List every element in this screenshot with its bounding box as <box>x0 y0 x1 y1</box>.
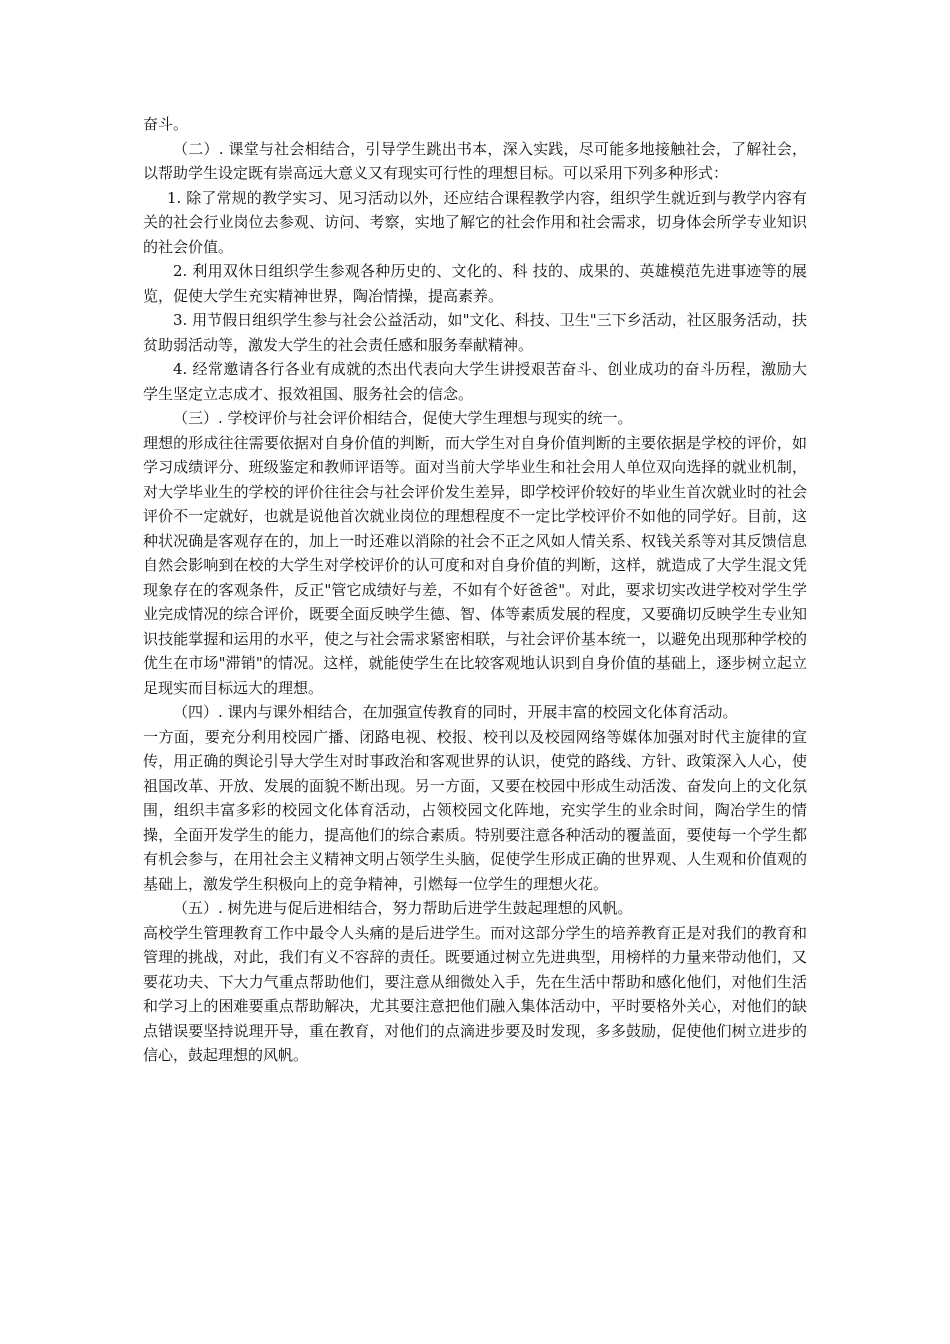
section-heading-2: （二）. 课堂与社会相结合，引导学生跳出书本，深入实践，尽可能多地接触社会，了解社会，以帮助学生设定既有崇高远大意义又有现实可行性的理想目标。可以采用下列多种形式： <box>143 139 807 182</box>
paragraph-section-5-body: 高校学生管理教育工作中最令人头痛的是后进学生。而对这部分学生的培养教育正是对我们的教育和管理的挑战，对此，我们有义不容辞的责任。既要通过树立先进典型，用榜样的力量来带动他们，又要花功夫、下大力气重点帮助他们，要注意从细微处入手，先在生活中帮助和感化他们，对他们生活和学习上的困难要重点帮助解决，尤其要注意把他们融入集体活动中，平时要格外关心，对他们的缺点错误要坚持说理开导，重在教育，对他们的点滴进步要及时发现，多多鼓励，促使他们树立进步的信心，鼓起理想的风帆。 <box>143 923 807 1064</box>
section-heading-5: （五）. 树先进与促后进相结合，努力帮助后进学生鼓起理想的风帆。 <box>173 899 633 917</box>
list-item-2: 2. 利用双休日组织学生参观各种历史的、文化的、科 技的、成果的、英雄模范先进事迹等的展览，促使大学生充实精神世界，陶冶情操，提高素养。 <box>143 262 807 305</box>
section-heading-4: （四）. 课内与课外相结合，在加强宣传教育的同时，开展丰富的校园文化体育活动。 <box>173 703 738 721</box>
list-item-3: 3. 用节假日组织学生参与社会公益活动，如"文化、科技、卫生"三下乡活动，社区服务活动，扶贫助弱活动等，激发大学生的社会责任感和服务奉献精神。 <box>143 311 807 354</box>
paragraph-section-3-body: 理想的形成往往需要依据对自身价值的判断，而大学生对自身价值判断的主要依据是学校的评价，如学习成绩评分、班级鉴定和教师评语等。面对当前大学毕业生和社会用人单位双向选择的就业机制，对大学毕业生的学校的评价往往会与社会评价发生差异，即学校评价较好的毕业生首次就业时的社会评价不一定就好，也就是说他首次就业岗位的理想程度不一定比学校评价不如他的同学好。目前，这种状况确是客观存在的，加上一时还难以消除的社会不正之风如人情关系、权钱关系等对其反馈信息自然会影响到在校的大学生对学校评价的认可度和对自身价值的判断，这样，就造成了大学生混文凭现象存在的客观条件，反正"管它成绩好与差，不如有个好爸爸"。对此，要求切实改进学校对学生学业完成情况的综合评价，既要全面反映学生德、智、体等素质发展的程度，又要确切反映学生专业知识技能掌握和运用的水平，使之与社会需求紧密相联，与社会评价基本统一，以避免出现那种学校的优生在市场"滞销"的情况。这样，就能使学生在比较客观地认识到自身价值的基础上，逐步树立起立足现实而目标远大的理想。 <box>143 433 807 697</box>
paragraph-section-4-body: 一方面，要充分利用校园广播、闭路电视、校报、校刊以及校园网络等媒体加强对时代主旋律的宣传，用正确的舆论引导大学生对时事政治和客观世界的认识，使党的路线、方针、政策深入人心，使祖国改革、开放、发展的面貌不断出现。另一方面，又要在校园中形成生动活泼、奋发向上的文化氛围，组织丰富多彩的校园文化体育活动，占领校园文化阵地，充实学生的业余时间，陶冶学生的情操，全面开发学生的能力，提高他们的综合素质。特别要注意各种活动的覆盖面，要使每一个学生都有机会参与，在用社会主义精神文明占领学生头脑，促使学生形成正确的世界观、人生观和价值观的基础上，激发学生积极向上的竞争精神，引燃每一位学生的理想火花。 <box>143 727 807 893</box>
document-page <box>143 112 807 1068</box>
section-heading-3: （三）. 学校评价与社会评价相结合，促使大学生理想与现实的统一。 <box>173 409 633 427</box>
list-item-1: 1. 除了常规的教学实习、见习活动以外，还应结合课程教学内容，组织学生就近到与教学内容有关的社会行业岗位去参观、访问、考察，实地了解它的社会作用和社会需求，切身体会所学专业知识的社会价值。 <box>143 188 807 256</box>
list-item-4: 4. 经常邀请各行各业有成就的杰出代表向大学生讲授艰苦奋斗、创业成功的奋斗历程，激励大学生坚定立志成才、报效祖国、服务社会的信念。 <box>143 360 807 403</box>
paragraph-continuation: 奋斗。 <box>143 115 189 133</box>
